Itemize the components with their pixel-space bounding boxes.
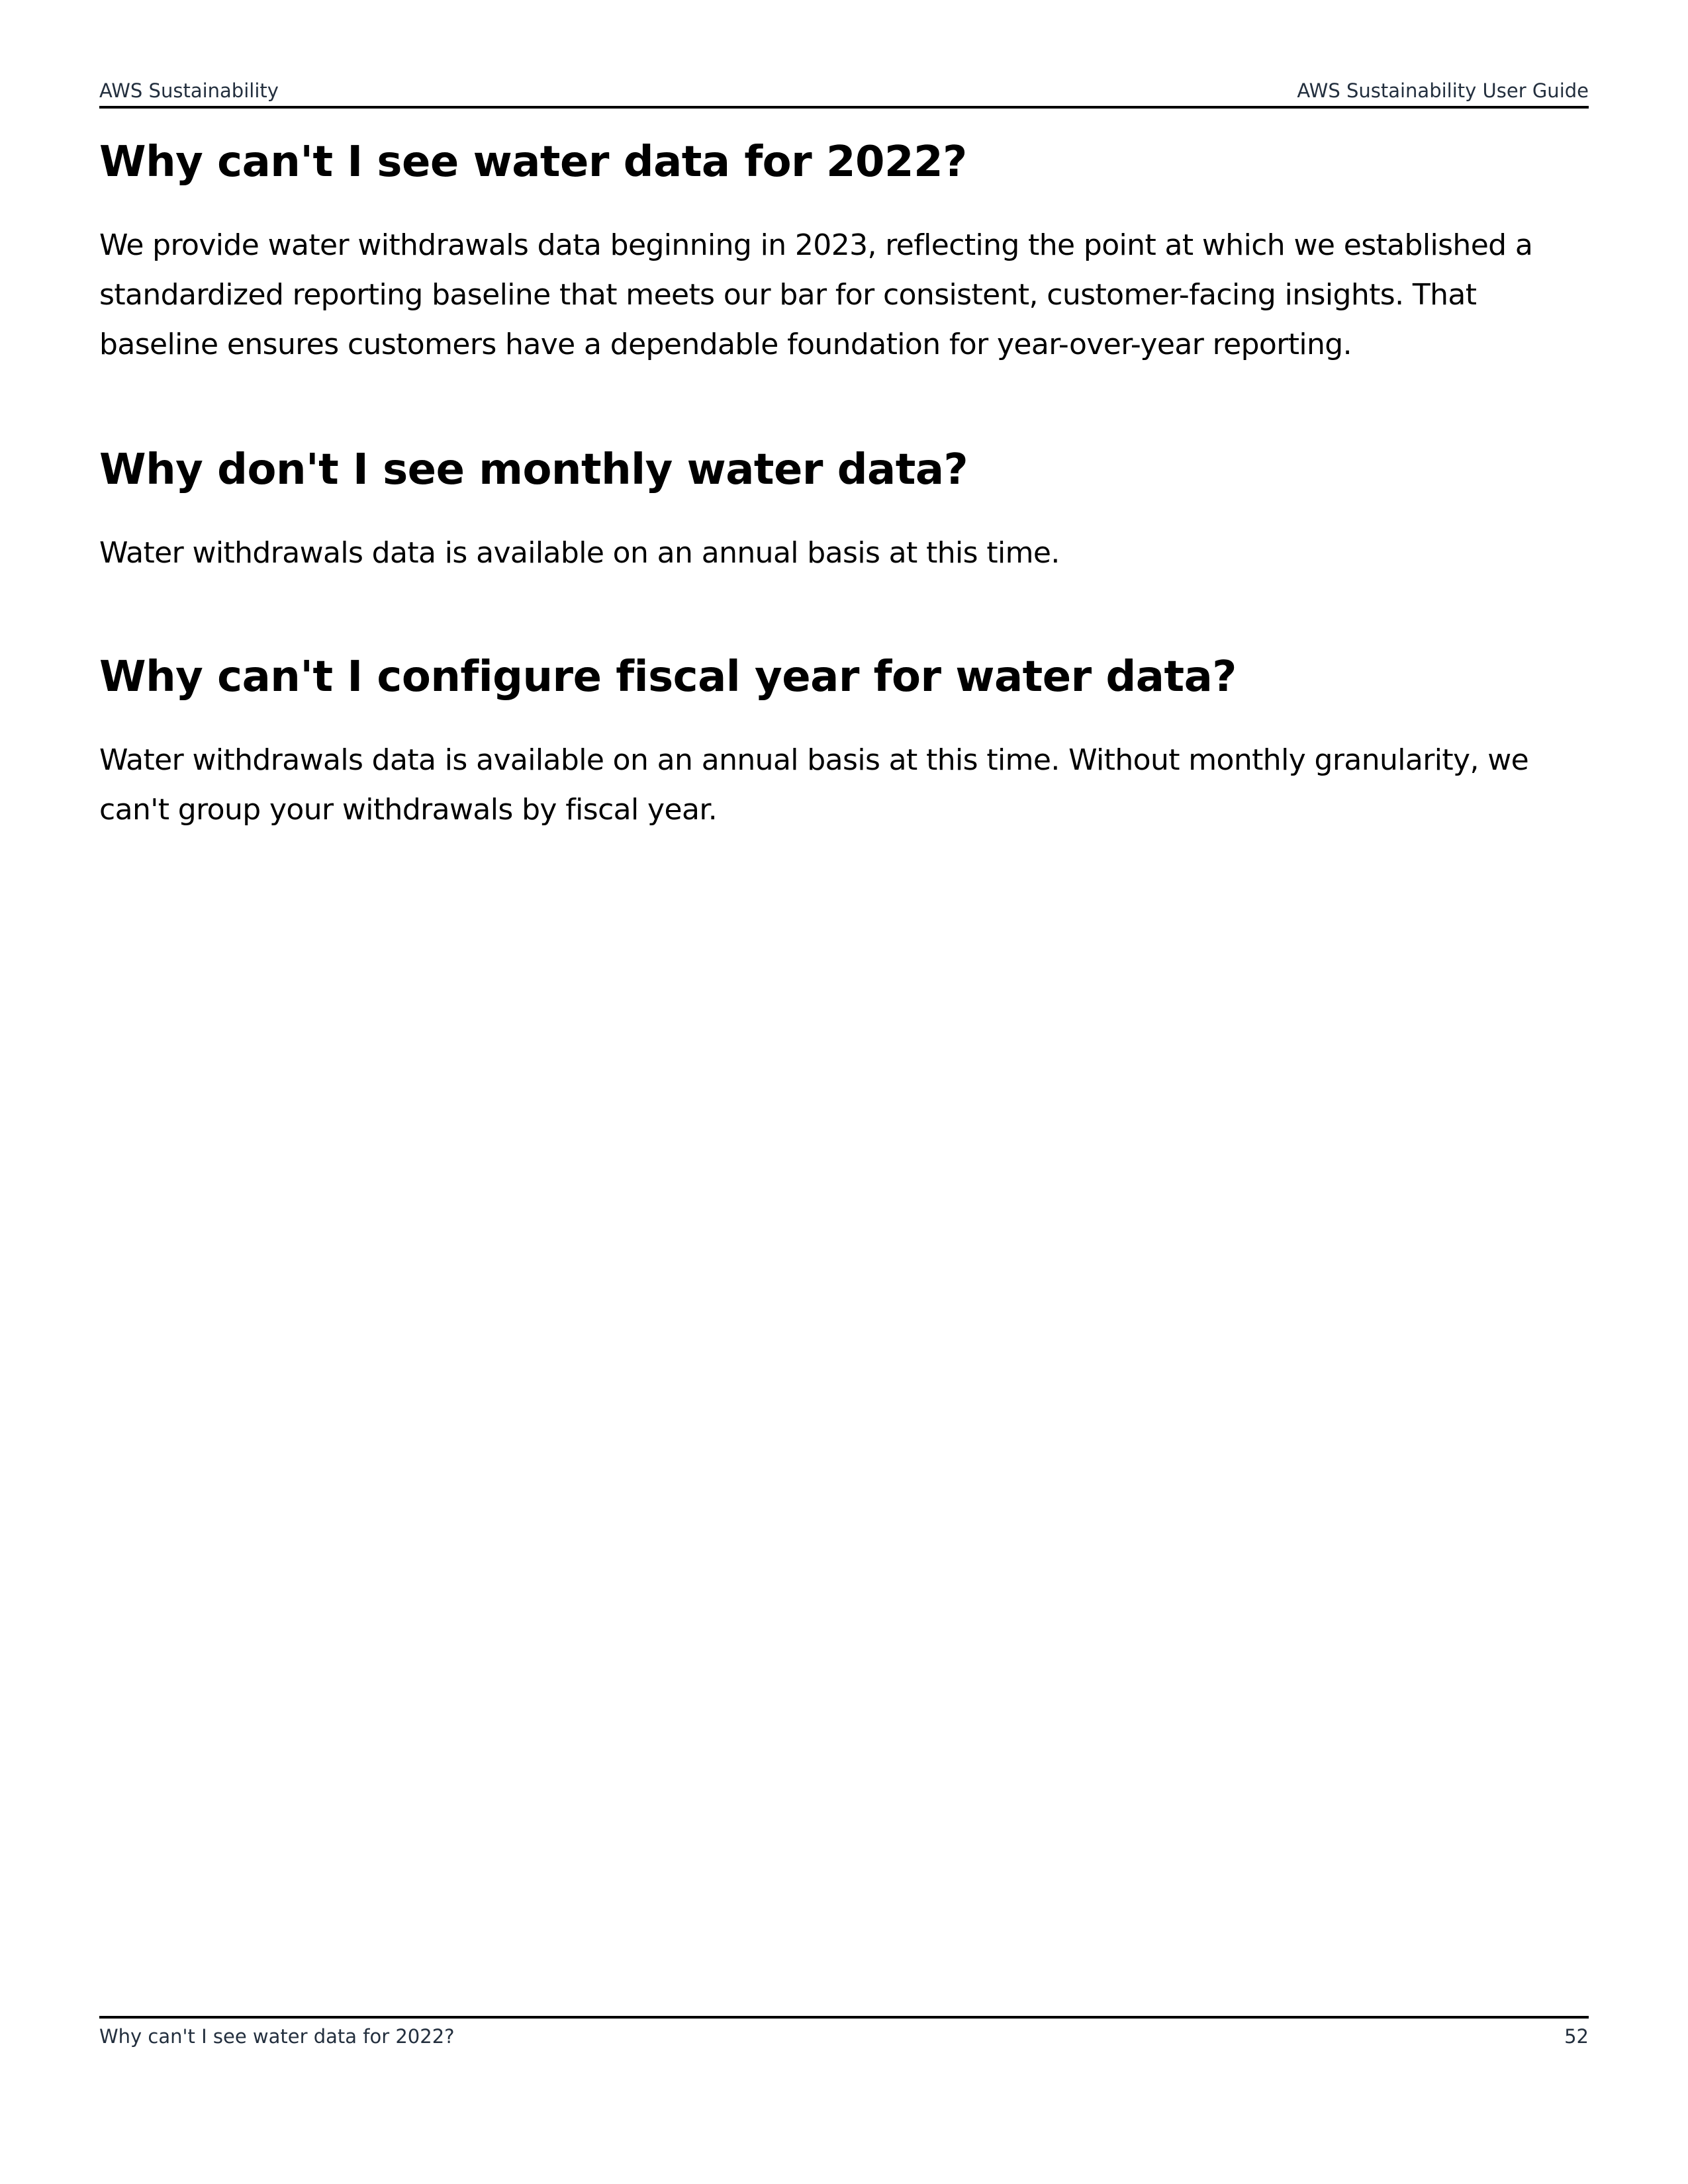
header-doc-title: AWS Sustainability	[99, 79, 279, 102]
section-body: Water withdrawals data is available on an annual basis at this time.	[99, 536, 1060, 570]
section-body: We provide water withdrawals data beginning in 2023, reflecting the point at which we established a standardized reporting baseline that meets our bar for consistent, customer-facing insights. That baseline ensures customers have a dependable foundation for year-over-year reporting.	[99, 228, 1533, 361]
section-heading: Why can't I configure fiscal year for water data?	[99, 653, 1237, 702]
section-heading: Why don't I see monthly water data?	[99, 445, 968, 494]
faq-section-2022-data	[99, 132, 1589, 369]
header-divider	[99, 106, 1589, 109]
footer-divider	[99, 2016, 1589, 2019]
page-number: 52	[1564, 2025, 1589, 2048]
running-header	[99, 74, 1589, 107]
running-footer	[99, 2020, 1589, 2053]
faq-section-fiscal-year	[99, 647, 1589, 835]
section-heading: Why can't I see water data for 2022?	[99, 138, 967, 187]
section-body: Water withdrawals data is available on an annual basis at this time. Without monthly granularity, we can't group your withdrawals by fiscal year.	[99, 743, 1529, 827]
faq-section-monthly-data	[99, 440, 1589, 578]
footer-section-title: Why can't I see water data for 2022?	[99, 2025, 455, 2048]
header-guide-title: AWS Sustainability User Guide	[1297, 79, 1589, 102]
